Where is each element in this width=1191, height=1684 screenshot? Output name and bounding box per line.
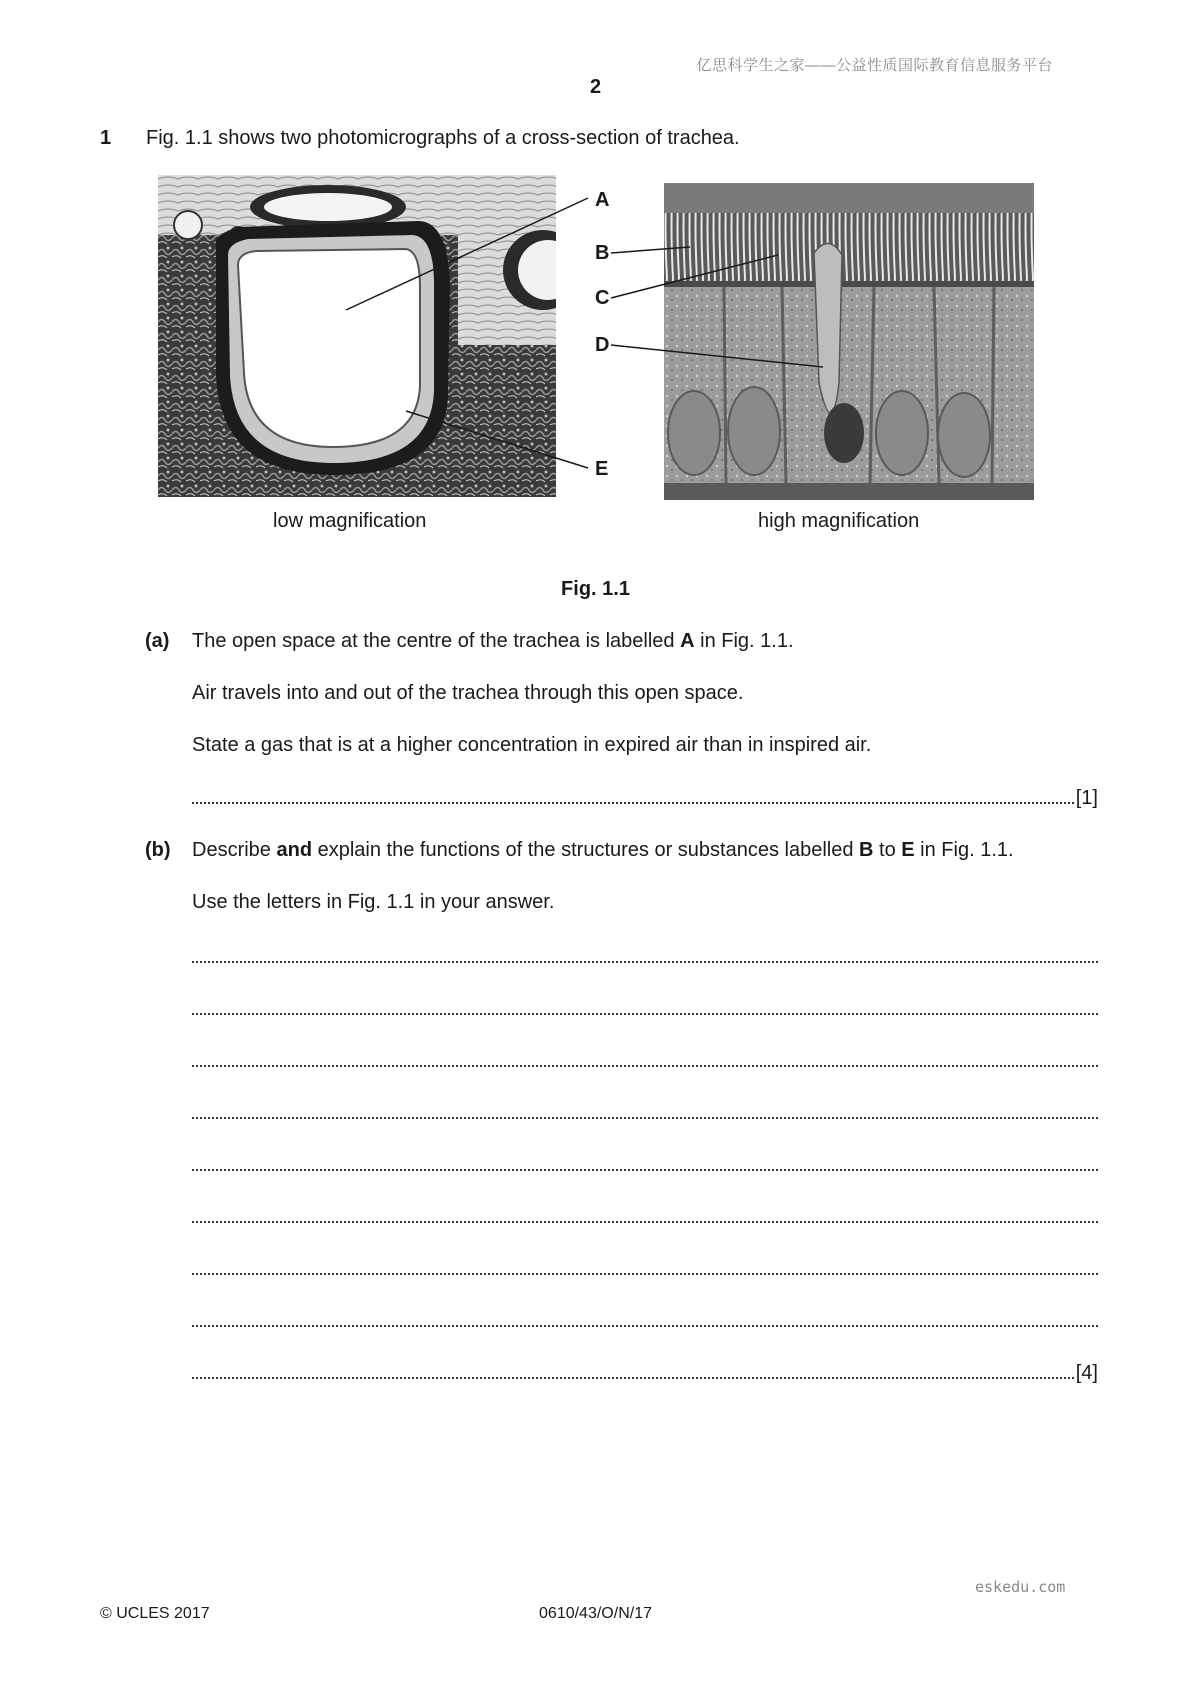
part-b-answer-line[interactable]	[192, 995, 1098, 1019]
question-intro: Fig. 1.1 shows two photomicrographs of a cross-section of trachea.	[146, 127, 740, 149]
part-b-answer-line[interactable]	[192, 1255, 1098, 1279]
part-a-line3: State a gas that is at a higher concentration in expired air than in inspired air.	[192, 734, 872, 756]
part-b-line1: Describe and explain the functions of the structures or substances labelled B to E in Fig. 1.1.	[192, 839, 1014, 861]
footer-code: 0610/43/O/N/17	[539, 1605, 652, 1622]
page-number: 2	[589, 76, 602, 98]
part-a-label: (a)	[145, 630, 170, 652]
label-a: A	[595, 189, 610, 211]
label-b: B	[595, 242, 610, 264]
part-b-answer-line[interactable]	[192, 1359, 1098, 1383]
part-b-answer-line[interactable]	[192, 943, 1098, 967]
part-b-answer-line[interactable]	[192, 1307, 1098, 1331]
label-d: D	[595, 334, 610, 356]
footer-watermark: eskedu.com	[975, 1578, 1066, 1596]
part-b-line2: Use the letters in Fig. 1.1 in your answer.	[192, 891, 555, 913]
caption-low: low magnification	[273, 510, 427, 532]
part-a-line1: The open space at the centre of the trachea is labelled A in Fig. 1.1.	[192, 630, 794, 652]
part-b-answer-line[interactable]	[192, 1151, 1098, 1175]
question-number: 1	[100, 127, 112, 149]
label-e: E	[595, 458, 609, 480]
header-watermark: 亿思科学生之家——公益性质国际教育信息服务平台	[696, 57, 1053, 74]
part-b-marks: [4]	[1075, 1362, 1098, 1384]
part-a-marks: [1]	[1075, 787, 1098, 809]
part-b-answer-line[interactable]	[192, 1099, 1098, 1123]
photo-high-magnification	[664, 183, 1034, 500]
part-a-line2: Air travels into and out of the trachea through this open space.	[192, 682, 744, 704]
part-a-answer-line[interactable]	[192, 784, 1098, 808]
caption-high: high magnification	[758, 510, 920, 532]
part-b-label: (b)	[145, 839, 171, 861]
figure-title: Fig. 1.1	[561, 578, 630, 600]
label-c: C	[595, 287, 610, 309]
part-b-answer-line[interactable]	[192, 1047, 1098, 1071]
footer-copyright: © UCLES 2017	[100, 1605, 210, 1622]
figure-1-1	[158, 175, 1038, 540]
photo-low-magnification	[158, 175, 556, 497]
part-b-answer-line[interactable]	[192, 1203, 1098, 1227]
